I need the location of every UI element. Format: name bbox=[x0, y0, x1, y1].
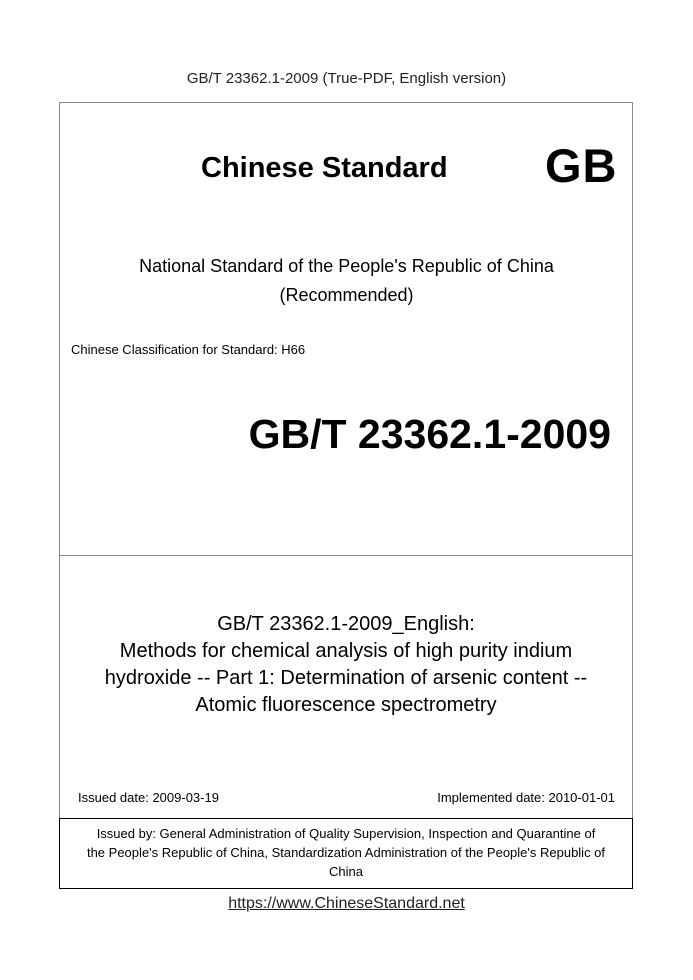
issuer-box bbox=[59, 818, 633, 889]
title-line-4: Atomic fluorescence spectrometry bbox=[195, 694, 497, 716]
gb-logo-mark: GB bbox=[545, 139, 618, 192]
issuer-line-3: China bbox=[329, 864, 363, 879]
issuer-line-2: the People's Republic of China, Standardization Administration of the People's Republic of bbox=[86, 845, 606, 860]
issuer-line-1: Issued by: General Administration of Quality Supervision, Inspection and Quarantine of bbox=[96, 826, 596, 841]
recommended-line: (Recommended) bbox=[279, 285, 414, 305]
document-title bbox=[59, 611, 633, 719]
issued-date: Issued date: 2009-03-19 bbox=[78, 790, 219, 805]
title-line-3: hydroxide -- Part 1: Determination of arsenic content -- bbox=[104, 667, 588, 689]
page-header: GB/T 23362.1-2009 (True-PDF, English version) bbox=[186, 70, 507, 87]
title-line-2: Methods for chemical analysis of high purity indium bbox=[119, 640, 573, 662]
title-line-1: GB/T 23362.1-2009_English: bbox=[217, 613, 475, 635]
chinese-standard-heading: Chinese Standard bbox=[201, 152, 448, 184]
standard-code: GB/T 23362.1-2009 bbox=[248, 411, 611, 457]
footer-website-link[interactable]: https://www.ChineseStandard.net bbox=[228, 895, 465, 912]
national-standard-line: National Standard of the People's Republic of China bbox=[139, 256, 554, 276]
national-standard-text bbox=[0, 252, 693, 310]
classification-text: Chinese Classification for Standard: H66 bbox=[71, 342, 306, 357]
implemented-date: Implemented date: 2010-01-01 bbox=[437, 790, 615, 805]
